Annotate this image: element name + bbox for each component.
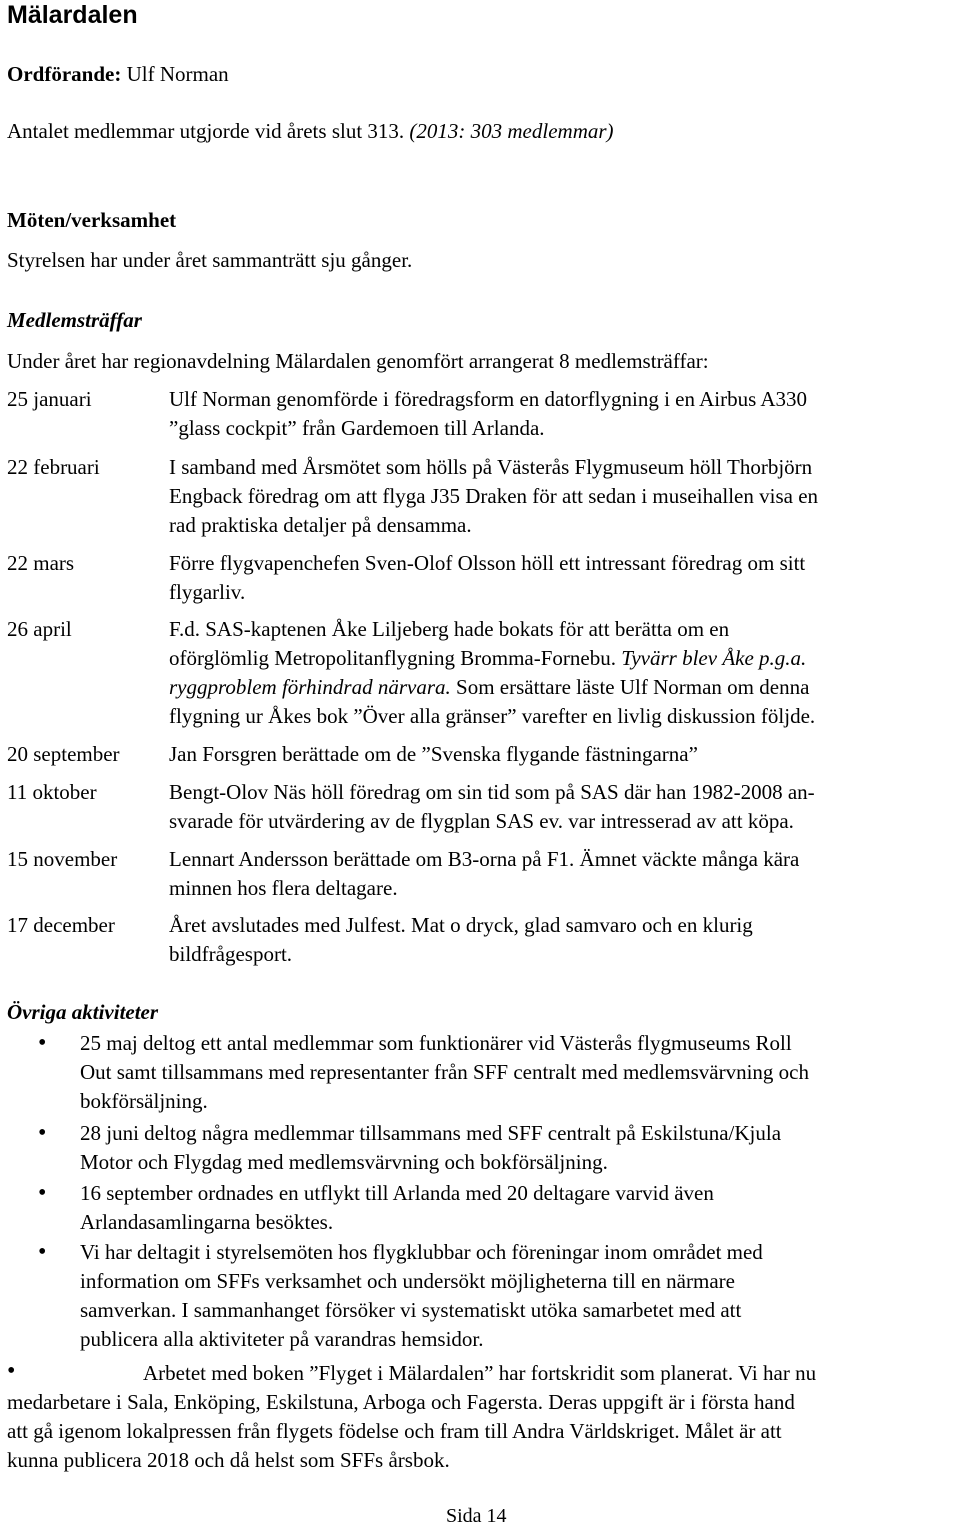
event-text: oförglömlig Metropolitanflygning Bromma-Fornebu. — [169, 646, 622, 670]
bullet-line: Vi har deltagit i styrelsemöten hos flygklubbar och föreningar inom området med — [80, 1240, 763, 1264]
event-line: Ulf Norman genomförde i föredragsform en datorflygning i en Airbus A330 — [169, 387, 808, 411]
page-number: Sida 14 — [446, 1505, 507, 1527]
event-date: 11 oktober — [7, 780, 97, 804]
bullet-icon: • — [38, 1120, 47, 1146]
event-description — [169, 453, 959, 540]
book-line: medarbetare i Sala, Enköping, Eskilstuna, Arboga och Fagersta. Deras uppgift är i första hand — [7, 1390, 795, 1414]
event-description — [169, 385, 959, 443]
meetings-text: Styrelsen har under året sammanträtt sju gånger. — [7, 248, 413, 272]
bullet-icon: • — [38, 1239, 47, 1265]
member-count — [7, 117, 614, 146]
bullet-line: 28 juni deltog några medlemmar tillsammans med SFF centralt på Eskilstuna/Kjula — [80, 1121, 782, 1145]
bullet-text — [80, 1029, 960, 1116]
event-description — [169, 740, 959, 769]
page-title: Mälardalen — [7, 1, 138, 29]
book-line: kunna publicera 2018 och då helst som SFFs årsbok. — [7, 1448, 450, 1472]
event-line: rad praktiska detaljer på densamma. — [169, 513, 472, 537]
event-description — [169, 845, 959, 903]
event-text-italic: Tyvärr blev Åke p.g.a. — [621, 646, 807, 670]
event-date: 20 september — [7, 742, 120, 766]
chair-line — [7, 60, 229, 89]
event-date: 15 november — [7, 847, 118, 871]
bullet-line: Arlandasamlingarna besöktes. — [80, 1210, 334, 1234]
bullet-line: 25 maj deltog ett antal medlemmar som funktionärer vid Västerås flygmuseums Roll — [80, 1031, 792, 1055]
bullet-icon: • — [38, 1030, 47, 1056]
member-meetings-intro: Under året har regionavdelning Mälardalen genomfört arrangerat 8 medlemsträffar: — [7, 349, 709, 373]
event-line: Lennart Andersson berättade om B3-orna på F1. Ämnet väckte många kära — [169, 847, 800, 871]
member-count-text: Antalet medlemmar utgjorde vid årets slut 313. — [7, 119, 410, 143]
book-paragraph — [7, 1388, 960, 1475]
book-first-line: Arbetet med boken ”Flyget i Mälardalen” har fortskridit som planerat. Vi har nu — [143, 1361, 817, 1385]
event-line: ”glass cockpit” från Gardemoen till Arlanda. — [169, 416, 545, 440]
bullet-icon: • — [7, 1358, 16, 1384]
event-line — [169, 673, 959, 702]
other-heading: Övriga aktiviteter — [7, 1000, 159, 1024]
event-description — [169, 778, 959, 836]
event-description — [169, 615, 959, 731]
event-line: flygarliv. — [169, 580, 246, 604]
bullet-text — [80, 1238, 960, 1354]
bullet-line: 16 september ordnades en utflykt till Arlanda med 20 deltagare varvid även — [80, 1181, 714, 1205]
bullet-line: publicera alla aktiviteter på varandras hemsidor. — [80, 1327, 484, 1351]
bullet-line: information om SFFs verksamhet och undersökt möjligheterna till en närmare — [80, 1269, 735, 1293]
bullet-line: Motor och Flygdag med medlemsvärvning och bokförsäljning. — [80, 1150, 608, 1174]
event-date: 22 mars — [7, 551, 75, 575]
event-line: Engback föredrag om att flyga J35 Draken för att sedan i museihallen visa en — [169, 484, 819, 508]
event-line: Jan Forsgren berättade om de ”Svenska flygande fästningarna” — [169, 742, 698, 766]
event-line: I samband med Årsmötet som hölls på Västerås Flygmuseum höll Thorbjörn — [169, 455, 813, 479]
event-text: Som ersättare läste Ulf Norman om denna — [450, 675, 810, 699]
book-line: att gå igenom lokalpressen från flygets födelse och fram till Andra Världskriget. Målet är att — [7, 1419, 782, 1443]
event-date: 25 januari — [7, 387, 92, 411]
member-count-previous: (2013: 303 medlemmar) — [409, 119, 614, 143]
event-line — [169, 644, 959, 673]
bullet-text — [80, 1179, 960, 1237]
event-line: minnen hos flera deltagare. — [169, 876, 398, 900]
event-line: F.d. SAS-kaptenen Åke Liljeberg hade bokats för att berätta om en — [169, 617, 730, 641]
meetings-heading: Möten/verksamhet — [7, 208, 177, 232]
event-date: 26 april — [7, 617, 72, 641]
event-description — [169, 911, 959, 969]
event-text-italic: ryggproblem förhindrad närvara. — [169, 675, 451, 699]
event-line: Bengt-Olov Näs höll föredrag om sin tid som på SAS där han 1982-2008 an- — [169, 780, 815, 804]
bullet-line: samverkan. I sammanhanget försöker vi systematiskt utöka samarbetet med att — [80, 1298, 742, 1322]
event-date: 17 december — [7, 913, 115, 937]
bullet-text — [80, 1119, 960, 1177]
bullet-line: bokförsäljning. — [80, 1089, 208, 1113]
bullet-icon: • — [38, 1180, 47, 1206]
chair-label: Ordförande: — [7, 62, 122, 86]
event-line: flygning ur Åkes bok ”Över alla gränser” varefter en livlig diskussion följde. — [169, 704, 816, 728]
chair-name: Ulf Norman — [126, 62, 229, 86]
event-line: svarade för utvärdering av de flygplan SAS ev. var intresserad av att köpa. — [169, 809, 794, 833]
event-date: 22 februari — [7, 455, 100, 479]
event-line: Förre flygvapenchefen Sven-Olof Olsson höll ett intressant föredrag om sitt — [169, 551, 806, 575]
event-description — [169, 549, 959, 607]
event-line: bildfrågesport. — [169, 942, 293, 966]
event-line: Året avslutades med Julfest. Mat o dryck, glad samvaro och en klurig — [169, 913, 753, 937]
member-meetings-heading: Medlemsträffar — [7, 308, 142, 332]
bullet-line: Out samt tillsammans med representanter från SFF centralt med medlemsvärvning och — [80, 1060, 809, 1084]
